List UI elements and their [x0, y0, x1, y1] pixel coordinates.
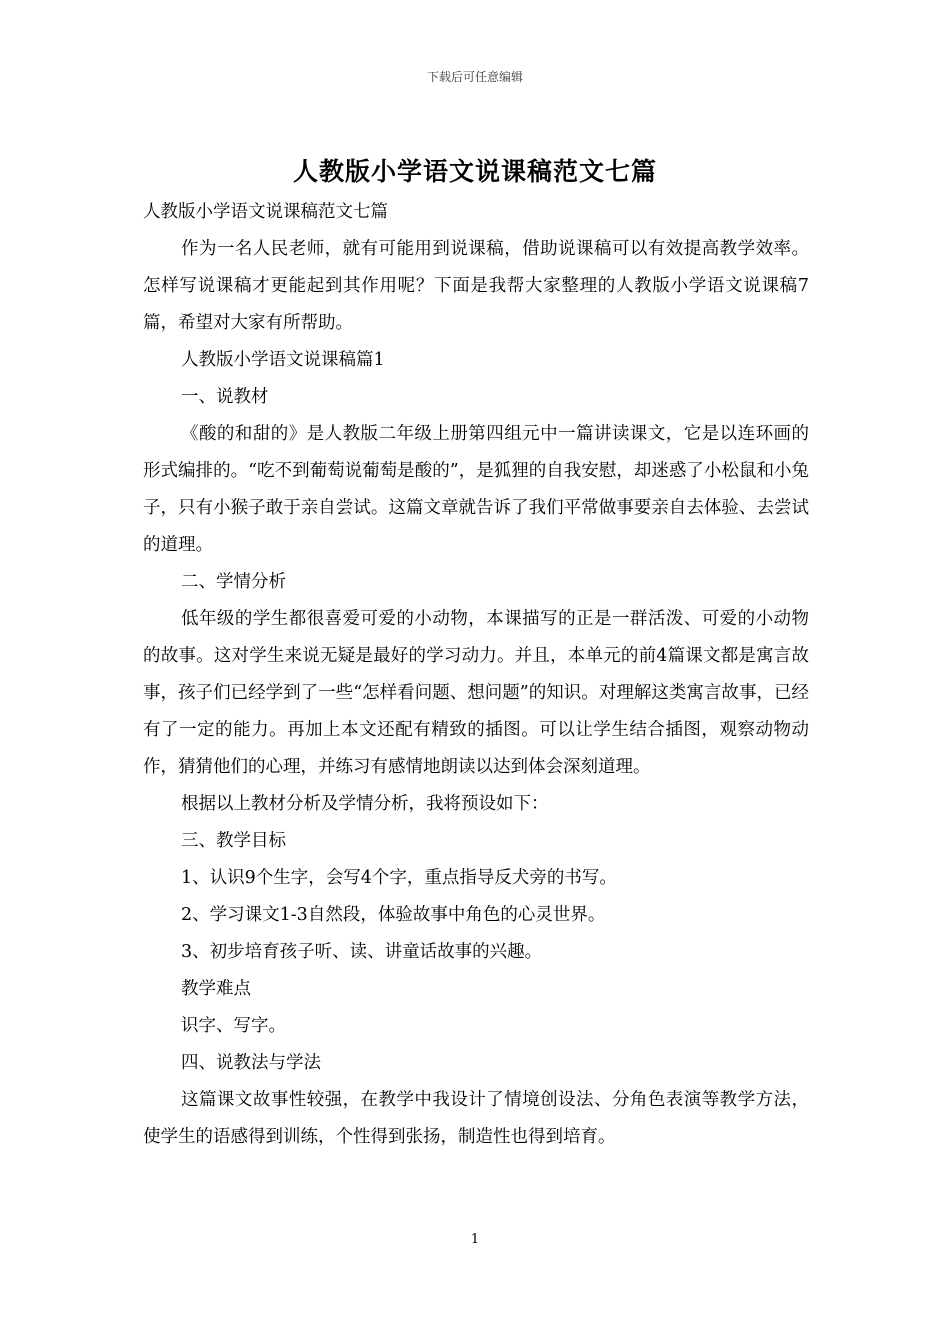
student-analysis-paragraph: 低年级的学生都很喜爱可爱的小动物，本课描写的正是一群活泼、可爱的小动物的故事。这对学生来说无疑是最好的学习动力。并且，本单元的前4篇课文都是寓言故事，孩子们已经学到了一些“怎样看问题、想问题”的知识。对理解这类寓言故事，已经有了一定的能力。再加上本文还配有精致的插图。可以让学生结合插图，观察动物动作，猜猜他们的心理，并练习有感情地朗读以达到体会深刻道理。: [143, 609, 809, 777]
goal-item-1: 1、认识9个生字，会写4个字，重点指导反犬旁的书写。: [181, 868, 617, 888]
preset-paragraph: 根据以上教材分析及学情分析，我将预设如下：: [181, 794, 549, 814]
page-number: 1: [470, 1232, 480, 1247]
section-heading-lesson-1: 人教版小学语文说课稿篇1: [181, 350, 385, 370]
section-heading-difficulty: 教学难点: [181, 979, 251, 999]
header-note: 下载后可任意编辑: [426, 70, 523, 84]
section-heading-student-analysis: 二、学情分析: [181, 572, 286, 592]
methods-paragraph: 这篇课文故事性较强，在教学中我设计了情境创设法、分角色表演等教学方法，使学生的语感得到训练，个性得到张扬，制造性也得到培育。: [143, 1090, 809, 1147]
goal-item-2: 2、学习课文1-3自然段，体验故事中角色的心灵世界。: [181, 905, 606, 925]
section-heading-textbook: 一、说教材: [181, 387, 269, 407]
difficulty-paragraph: 识字、写字。: [181, 1016, 286, 1036]
textbook-paragraph: 《酸的和甜的》是人教版二年级上册第四组元中一篇讲读课文，它是以连环画的形式编排的。“吃不到葡萄说葡萄是酸的”，是狐狸的自我安慰，却迷惑了小松鼠和小兔子，只有小猴子敢于亲自尝试。这篇文章就告诉了我们平常做事要亲自去体验、去尝试的道理。: [143, 424, 809, 555]
document-body: [143, 194, 809, 1156]
intro-paragraph: 作为一名人民老师，就有可能用到说课稿，借助说课稿可以有效提高教学效率。怎样写说课稿才更能起到其作用呢？下面是我帮大家整理的人教版小学语文说课稿7篇，希望对大家有所帮助。: [143, 239, 809, 333]
document-title: 人教版小学语文说课稿范文七篇: [292, 157, 657, 186]
goal-item-3: 3、初步培育孩子听、读、讲童话故事的兴趣。: [181, 942, 543, 962]
subtitle-line: 人教版小学语文说课稿范文七篇: [143, 202, 388, 222]
section-heading-goals: 三、教学目标: [181, 831, 286, 851]
section-heading-methods: 四、说教法与学法: [181, 1053, 321, 1073]
